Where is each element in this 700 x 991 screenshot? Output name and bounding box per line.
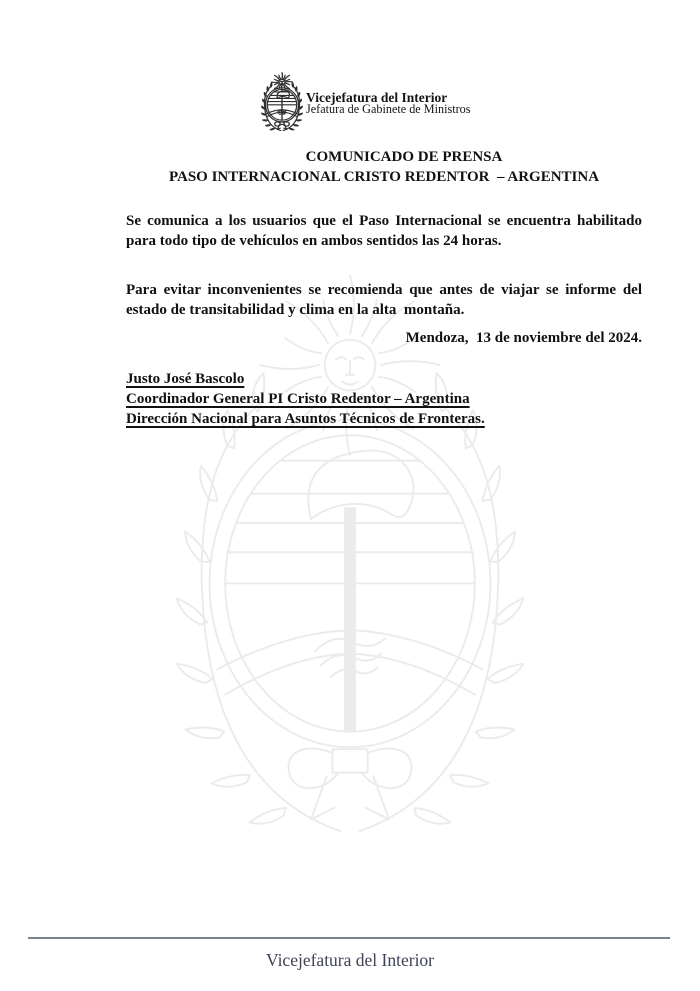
press-release-title: COMUNICADO DE PRENSA <box>305 149 503 165</box>
footer-rule <box>28 937 670 939</box>
footer-brand: Vicejefatura del Interior <box>265 950 435 970</box>
signature-block <box>126 369 642 429</box>
press-release-subtitle: PASO INTERNACIONAL CRISTO REDENTOR – ARGENTINA <box>168 169 600 185</box>
body-paragraph-1: Se comunica a los usuarios que el Paso Internacional se encuentra habilitado para todo tipo de vehículos en ambos sentidos las 24 horas. <box>126 213 642 249</box>
body-paragraph-2: Para evitar inconvenientes se recomienda que antes de viajar se informe del estado de transitabilidad y clima en la alta montaña. <box>126 282 642 318</box>
org-subtitle: Jefatura de Gabinete de Ministros <box>306 102 471 116</box>
dateline: Mendoza, 13 de noviembre del 2024. <box>405 330 642 346</box>
org-name: Vicejefatura del Interior <box>306 90 448 105</box>
signatory-name: Justo José Bascolo <box>126 371 245 387</box>
coat-of-arms-logo-icon <box>259 70 305 131</box>
signatory-office: Dirección Nacional para Asuntos Técnicos de Fronteras. <box>126 411 485 427</box>
signatory-role: Coordinador General PI Cristo Redentor – Argentina <box>126 391 470 407</box>
